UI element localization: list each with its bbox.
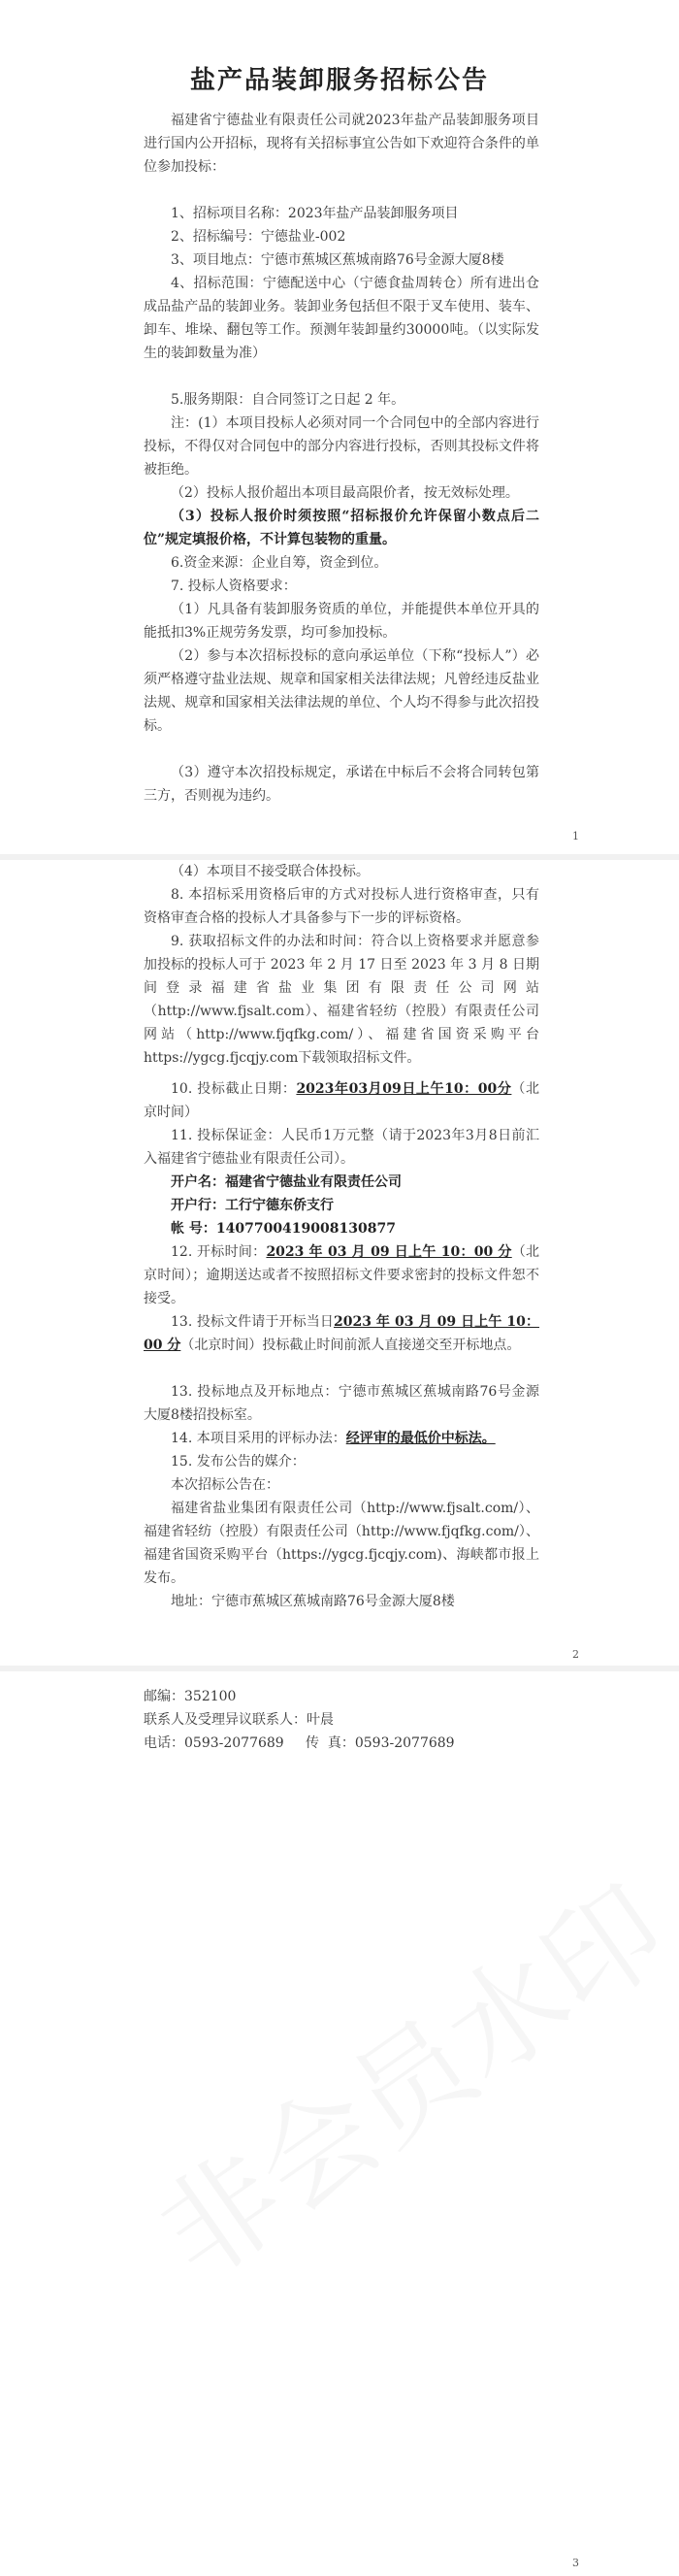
contact-person: 联系人及受理异议联系人：叶晨 [144,1712,334,1728]
qualification-4: （4）本项目不接受联合体投标。 [171,864,370,879]
opening-time-date: 2023 年 03 月 09 日上午 10：00 分 [266,1244,512,1260]
evaluation-method [144,1427,539,1450]
service-period: 5.服务期限：自合同签订之日起 2 年。 [171,392,405,408]
qualification-1: （1）凡具备有装卸服务资质的单位，并能提供本单位开具的能抵扣3%正规劳务发票，均可参加投标。 [144,602,539,641]
postcode: 邮编：352100 [144,1689,237,1704]
watermark-background [121,1839,679,2310]
tender-scope: 4、招标范围：宁德配送中心（宁德食盐周转仓）所有进出仓成品盐产品的装卸业务。装卸业务包括但不限于叉车使用、装车、卸车、堆垛、翻包等工作。预测年装卸量约30000吨。（以实际发生的装卸数量为准） [144,276,539,361]
evaluation-method-value: 经评审的最低价中标法。 [345,1431,496,1446]
qualification-review: 8. 本招标采用资格后审的方式对投标人进行资格审查，只有资格审查合格的投标人才具备参与下一步的评标资格。 [144,887,539,926]
media-intro: 本次招标公告在： [171,1477,279,1493]
project-name: 1、招标项目名称：2023年盐产品装卸服务项目 [171,206,459,221]
opening-time [144,1240,539,1310]
bid-bond: 11. 投标保证金：人民币1万元整（请于2023年3月8日前汇入福建省宁德盐业有限责任公司）。 [144,1128,539,1167]
bid-location: 13. 投标地点及开标地点：宁德市蕉城区蕉城南路76号金源大厦8楼招投标室。 [144,1384,539,1423]
intro-paragraph: 福建省宁德盐业有限责任公司就2023年盐产品装卸服务项目进行国内公开招标，现将有关招标事宜公告如下欢迎符合条件的单位参加投标： [144,113,539,175]
document-title: 盐产品装卸服务招标公告 [189,66,489,95]
address: 地址：宁德市蕉城区蕉城南路76号金源大厦8楼 [171,1594,455,1609]
note-3: （3）投标人报价时须按照“招标报价允许保留小数点后二位”规定填报价格，不计算包装物的重量。 [144,509,539,547]
opening-time-tail: （北京时间）；逾期送达或者不按照招标文件要求密封的投标文件恕不接受。 [144,1244,540,1306]
project-location: 3、项目地点：宁德市蕉城区蕉城南路76号金源大厦8楼 [171,252,504,268]
qualification-2: （2）参与本次招标投标的意向承运单位（下称“投标人”）必须严格遵守盐业法规、规章和国家相关法律法规；凡曾经违反盐业法规、规章和国家相关法律法规的单位、个人均不得参与此次招投标。 [144,648,539,734]
page-1 [0,0,679,854]
qualification-heading: 7. 投标人资格要求： [171,578,297,594]
bid-deadline-date: 2023年03月09日上午10：00分 [296,1081,512,1097]
submission-time-date: 2023 年 03 月 09 日上午 10：00 分 [144,1314,540,1353]
submission-time [144,1310,539,1357]
tender-number: 2、招标编号：宁德盐业-002 [171,229,346,245]
page-number-2: 2 [572,1648,579,1661]
submission-time-label: 13. 投标文件请于开标当日 [171,1314,334,1330]
account-name: 开户名：福建省宁德盐业有限责任公司 [171,1174,402,1190]
page-number-1: 1 [572,830,579,842]
document-acquisition: 9. 获取招标文件的办法和时间：符合以上资格要求并愿意参加投标的投标人可于 2023 年 2 月 17 日至 2023 年 3 月 8 日期间登录福建省盐业集团有限责任公司网站（http://www.fjsalt.com）、福建省轻纺（控股）有限责任公司网站（http://www.fjqfkg.com/）、福建省国资采购平台https://ygcg.fjcqjy.com下载领取招标文件。 [144,934,539,1066]
note-2: （2）投标人报价超出本项目最高限价者，按无效标处理。 [171,485,519,501]
fund-source: 6.资金来源：企业自筹，资金到位。 [171,555,388,571]
account-number: 帐 号：1407700419008130877 [171,1221,396,1237]
note-1: 注：(1）本项目投标人必须对同一个合同包中的全部内容进行投标，不得仅对合同包中的部分内容进行投标，否则其投标文件将被拒绝。 [144,415,539,478]
bid-deadline-label: 10. 投标截止日期： [171,1081,297,1097]
evaluation-method-label: 14. 本项目采用的评标办法： [171,1431,346,1446]
qualification-3: （3）遵守本次招投标规定，承诺在中标后不会将合同转包第三方，否则视为违约。 [144,765,539,804]
opening-time-label: 12. 开标时间： [171,1244,267,1260]
phone-fax: 电话：0593-2077689 传 真：0593-2077689 [144,1735,455,1751]
media-list: 福建省盐业集团有限责任公司（http://www.fjsalt.com/）、福建省轻纺（控股）有限责任公司（http://www.fjqfkg.com/）、福建省国资采购平台（https://ygcg.fjcqjy.com)、海峡都市报上发布。 [144,1501,539,1586]
page-number-3: 3 [572,2557,579,2569]
account-bank: 开户行：工行宁德东侨支行 [171,1198,334,1213]
bid-deadline-tail: （北京时间） [144,1081,539,1120]
bid-deadline [144,1077,539,1124]
media-heading: 15. 发布公告的媒介： [171,1454,306,1470]
submission-time-tail: （北京时间）投标截止时间前派人直接递交至开标地点。 [180,1338,521,1353]
page-3 [0,1671,679,2576]
